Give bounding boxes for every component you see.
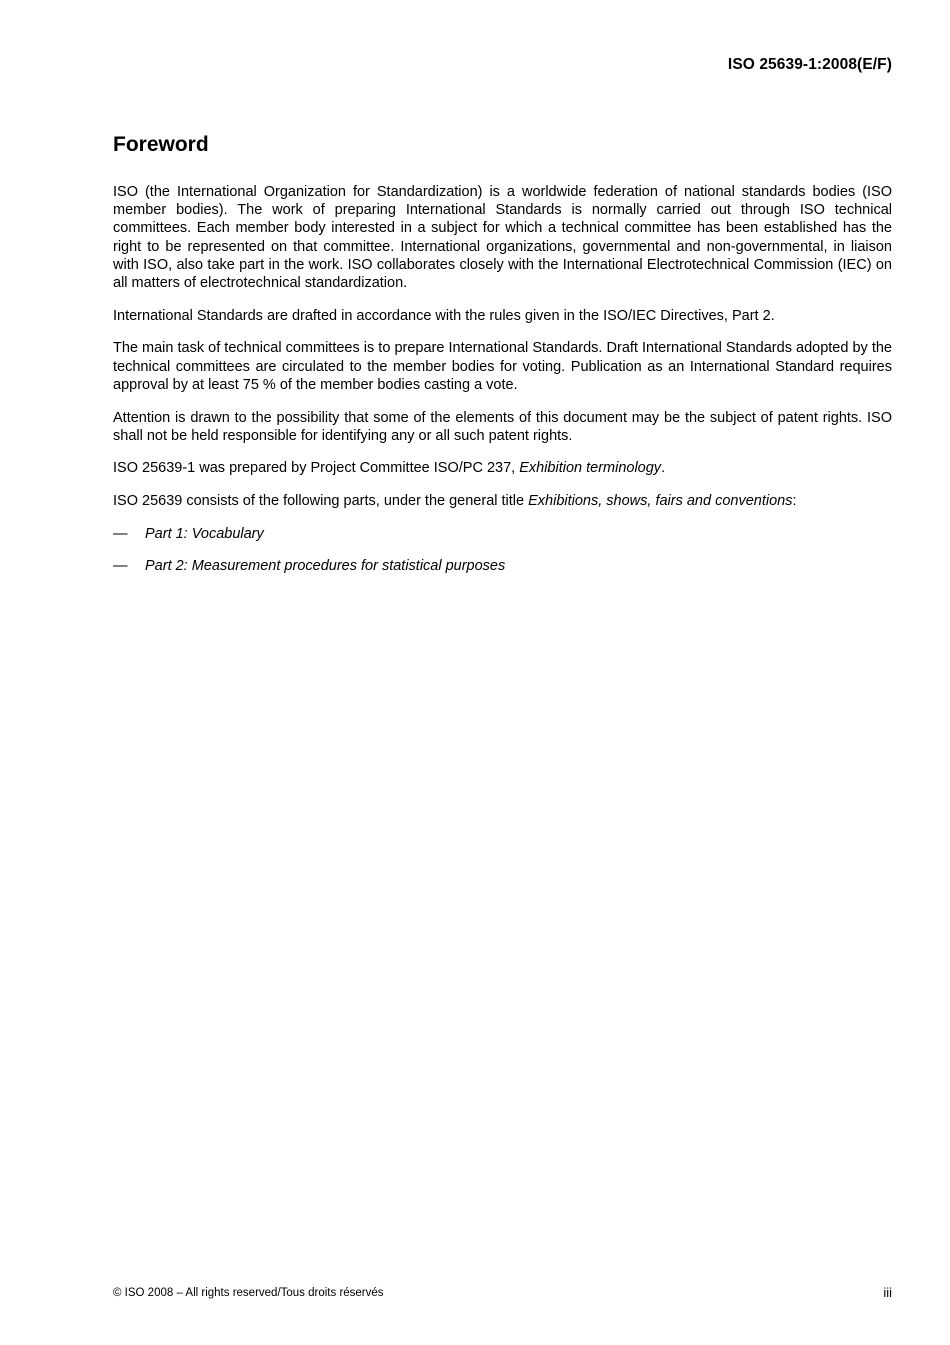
prepared-by-text: ISO 25639-1 was prepared by Project Committee ISO/PC 237, (113, 460, 520, 477)
copyright-notice: © ISO 2008 – All rights reserved/Tous droits réservés (113, 1287, 384, 1299)
paragraph-committee-task: The main task of technical committees is to prepare International Standards. Draft International Standards adopted by the technical committees are circulated to the member bodies for voting. Publication as an International Standard requires approval by at least 75 % of the member bodies casting a vote. (113, 340, 892, 393)
paragraph-directives: International Standards are drafted in accordance with the rules given in the ISO/IEC Directives, Part 2. (113, 307, 775, 324)
page-title: Foreword (113, 133, 209, 156)
parts-intro-text: ISO 25639 consists of the following parts, under the general title (113, 493, 529, 510)
paragraph-iso-intro: ISO (the International Organization for Standardization) is a worldwide federation of national standards bodies (ISO member bodies). The work of preparing International Standards is normally carried out through ISO technical committees. Each member body interested in a subject for which a technical committee has been established has the right to be represented on that committee. International organizations, governmental and non-governmental, in liaison with ISO, also take part in the work. ISO collaborates closely with the International Electrotechnical Commission (IEC) on all matters of electrotechnical standardization. (113, 184, 892, 292)
list-dash: — (113, 558, 128, 575)
list-item (113, 557, 892, 575)
prepared-by-end: . (661, 460, 666, 477)
list-dash: — (113, 525, 128, 542)
list-item (113, 525, 892, 543)
parts-intro-end: : (792, 493, 797, 510)
part-title: Part 1: Vocabulary (145, 525, 264, 542)
part-title: Part 2: Measurement procedures for statistical purposes (145, 558, 506, 575)
committee-title: Exhibition terminology (519, 460, 662, 477)
foreword-section (113, 130, 892, 590)
paragraph-prepared-by (113, 459, 892, 477)
parts-list (113, 525, 892, 576)
page-number: iii (883, 1285, 892, 1300)
paragraph-patent-notice: Attention is drawn to the possibility that some of the elements of this document may be the subject of patent rights. ISO shall not be held responsible for identifying any or all such patent rights. (113, 409, 892, 444)
paragraph-parts-intro (113, 492, 892, 510)
document-reference: ISO 25639-1:2008(E/F) (727, 56, 892, 73)
general-title: Exhibitions, shows, fairs and conventions (528, 493, 793, 510)
